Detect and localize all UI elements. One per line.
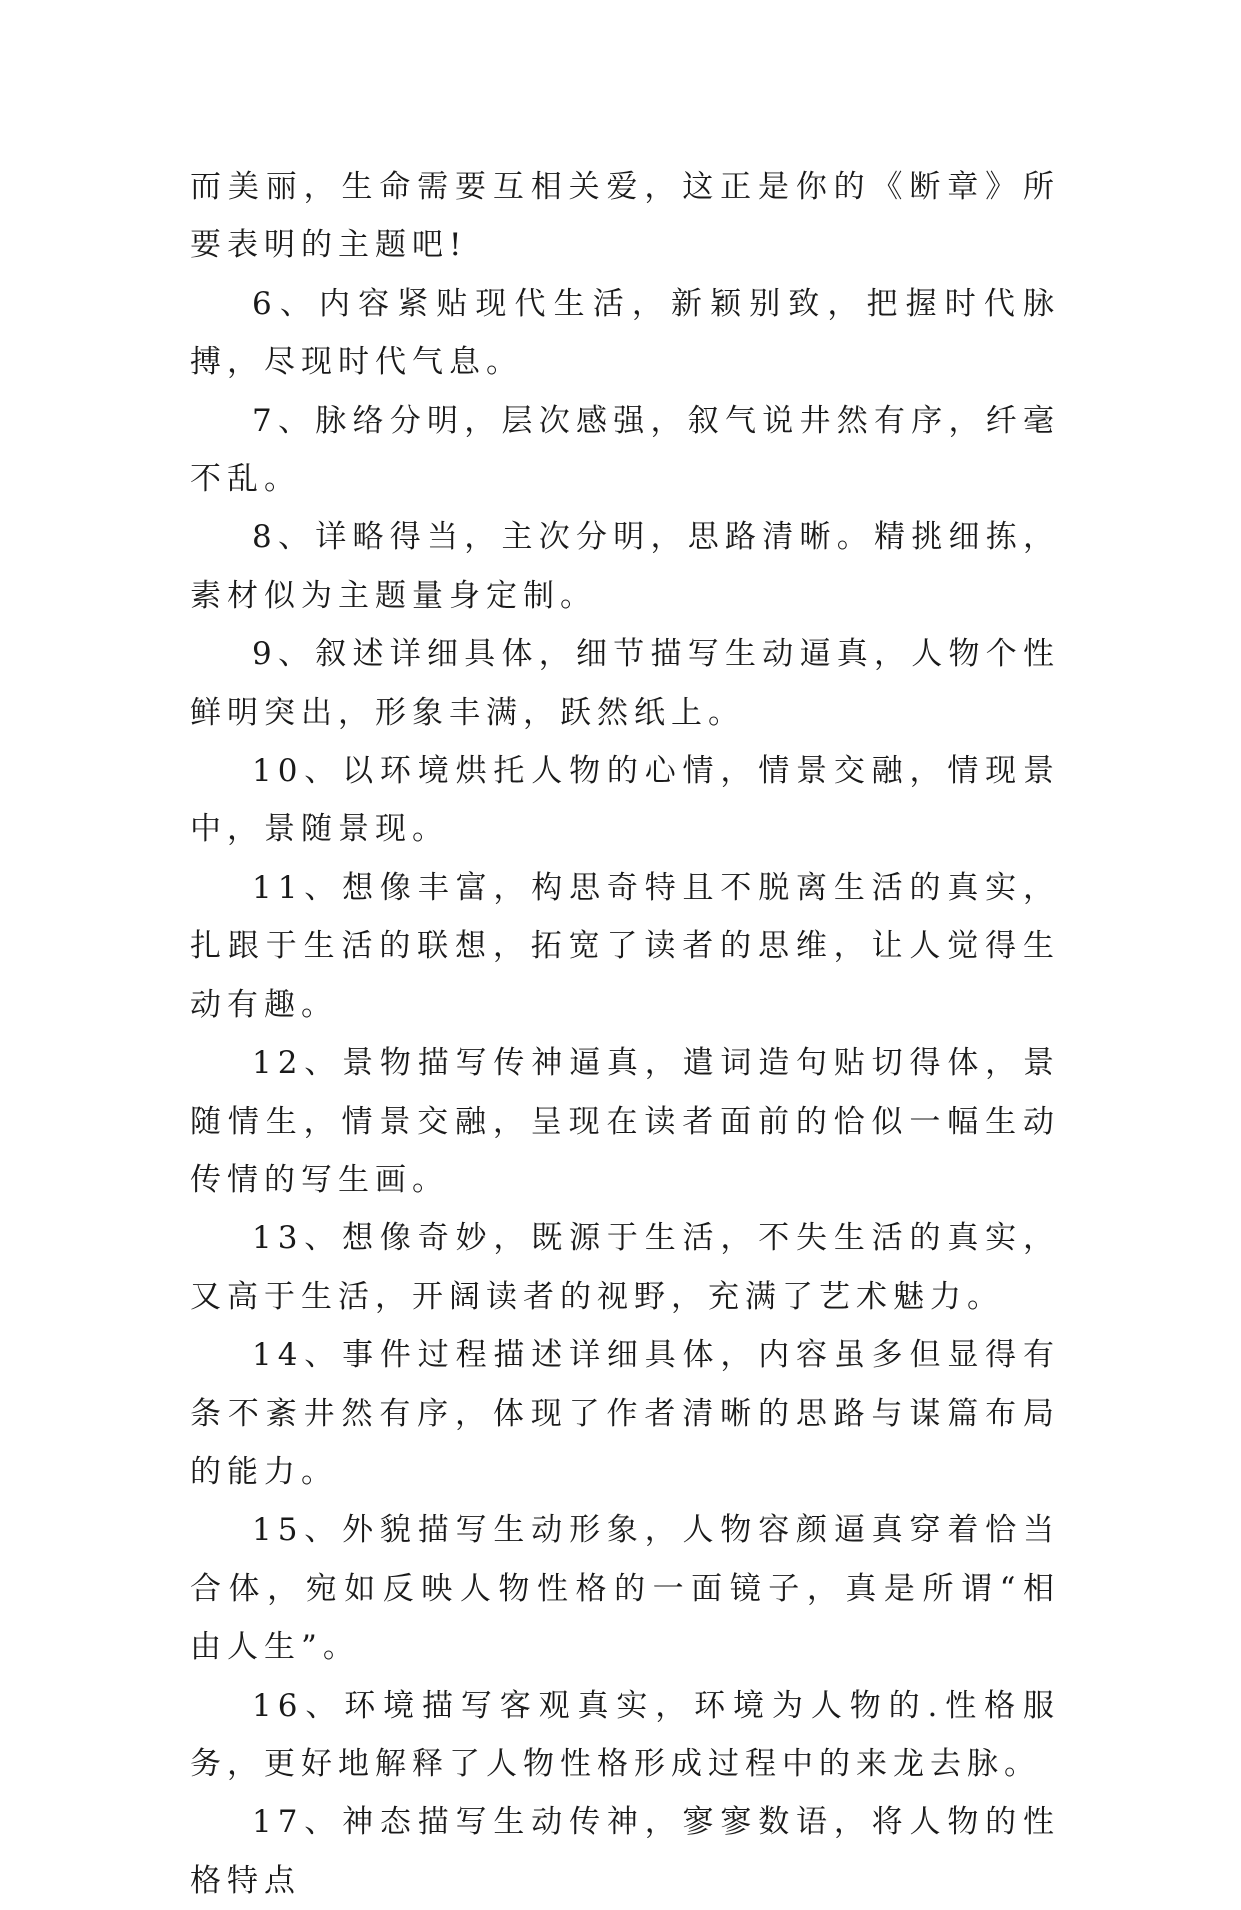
paragraph-continuation: 而美丽，生命需要互相关爱，这正是你的《断章》所要表明的主题吧! (190, 169, 1060, 264)
paragraph-item-16: 16、环境描写客观真实，环境为人物的.性格服务，更好地解释了人物性格形成过程中的来龙去脉。 (190, 1687, 1060, 1782)
paragraph-item-13: 13、想像奇妙，既源于生活，不失生活的真实，又高于生活，开阔读者的视野，充满了艺术魅力。 (190, 1220, 1060, 1315)
document-body (190, 158, 1060, 1910)
paragraph-item-15: 15、外貌描写生动形象，人物容颜逼真穿着恰当合体，宛如反映人物性格的一面镜子，真是所谓“相由人生”。 (190, 1512, 1060, 1666)
paragraph-item-14: 14、事件过程描述详细具体，内容虽多但显得有条不紊井然有序，体现了作者清晰的思路与谋篇布局的能力。 (190, 1337, 1060, 1490)
paragraph-item-8: 8、详略得当，主次分明，思路清晰。精挑细拣，素材似为主题量身定制。 (190, 519, 1060, 614)
paragraph-item-11: 11、想像丰富，构思奇特且不脱离生活的真实，扎跟于生活的联想，拓宽了读者的思维，让人觉得生动有趣。 (190, 869, 1060, 1023)
paragraph-item-17: 17、神态描写生动传神，寥寥数语，将人物的性格特点 (190, 1804, 1060, 1899)
paragraph-item-6: 6、内容紧贴现代生活，新颖别致，把握时代脉搏，尽现时代气息。 (190, 285, 1060, 381)
paragraph-item-9: 9、叙述详细具体，细节描写生动逼真，人物个性鲜明突出，形象丰满，跃然纸上。 (190, 636, 1060, 731)
paragraph-item-10: 10、以环境烘托人物的心情，情景交融，情现景中，景随景现。 (190, 753, 1060, 848)
paragraph-item-7: 7、脉络分明，层次感强，叙气说井然有序，纤毫不乱。 (190, 402, 1060, 498)
paragraph-item-12: 12、景物描写传神逼真，遣词造句贴切得体，景随情生，情景交融，呈现在读者面前的恰似一幅生动传情的写生画。 (190, 1045, 1060, 1198)
